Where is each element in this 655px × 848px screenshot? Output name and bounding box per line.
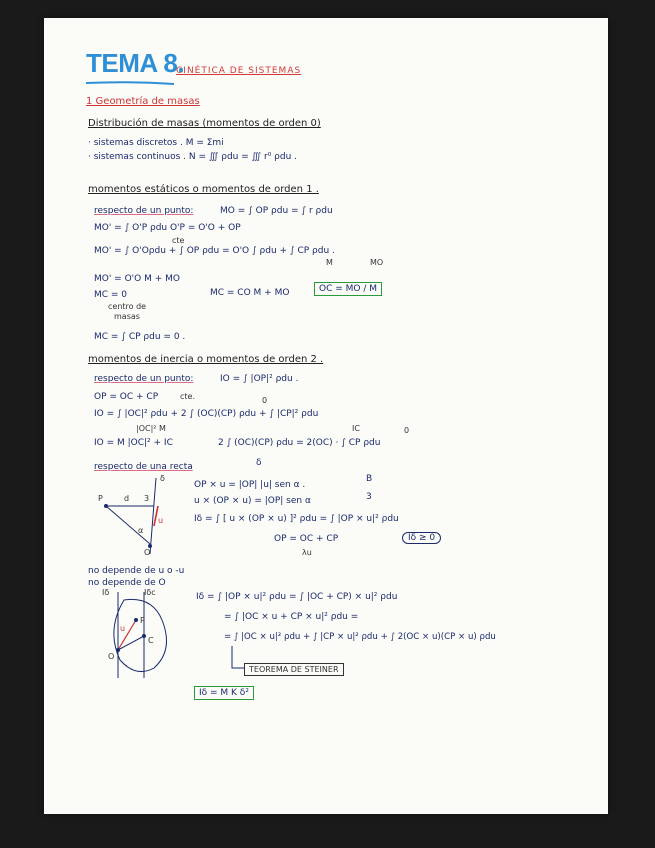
fig1-label-p: P [98, 494, 103, 503]
delta-symbol: δ [256, 458, 262, 468]
fig1-label-delta: δ [160, 474, 165, 483]
line-eq-2b: 3 [366, 492, 372, 502]
inertia-zero-1: 0 [262, 396, 268, 405]
static-eq-3: MO' = ∫ O'Oρdu + ∫ OP ρdu = O'O ∫ ρdu + ∫ CP ρdu . [94, 246, 335, 256]
static-eq-4: MO' = O'O M + MO [94, 274, 180, 284]
point-label: respecto de un punto: [94, 206, 194, 216]
final-formula-box: Iδ = M K δ² [194, 686, 254, 700]
section-heading: 1 Geometría de masas [86, 96, 200, 107]
static-moments-heading: momentos estáticos o momentos de orden 1 . [88, 184, 319, 195]
title-underline [86, 80, 176, 86]
inertia-eq-2: OP = OC + CP [94, 392, 159, 402]
inertia-zero-2: 0 [404, 426, 410, 435]
line-eq-1b: B [366, 474, 373, 484]
inertia-eq-4: IO = M |OC|² + IC [94, 438, 173, 448]
steiner-eq-3: = ∫ |OC × u|² ρdu + ∫ |CP × u|² ρdu + ∫ 2(OC × u)(CP × u) ρdu [224, 632, 496, 642]
static-eq-1: MO = ∫ OP ρdu = ∫ r ρdu [220, 206, 333, 216]
inertia-point-label: respecto de un punto: [94, 374, 194, 384]
line-label: respecto de una recta [94, 462, 193, 472]
fig1-label-d: d [124, 494, 130, 503]
steiner-eq-1: Iδ = ∫ |OP × u|² ρdu = ∫ |OC + CP) × u|² ρdu [196, 592, 398, 602]
fig2-label-idc: Iδc [144, 588, 156, 597]
fig1-label-3: 3 [144, 494, 150, 503]
discrete-systems: · sistemas discretos . M = Σmi [88, 138, 224, 148]
static-eq-2: MO' = ∫ O'P ρdu O'P = O'O + OP [94, 223, 241, 233]
notebook-page [44, 18, 608, 814]
line-figure [94, 476, 204, 556]
line-eq-4: OP = OC + CP [274, 534, 339, 544]
center-note-1: centro de [108, 302, 147, 311]
steiner-theorem-box: TEOREMA DE STEINER [244, 663, 344, 676]
static-under-m: M [326, 258, 333, 267]
inertia-nonnegative-oval: Iδ ≥ 0 [402, 532, 441, 544]
inertia-eq-3: IO = ∫ |OC|² ρdu + 2 ∫ (OC)(CP) ρdu + ∫ |CP|² ρdu [94, 409, 319, 419]
fig2-label-o: O [108, 652, 115, 661]
line-eq-4-note: λu [302, 548, 312, 557]
static-eq-5: MC = 0 [94, 290, 128, 300]
boxed-center-formula: OC = MO / M [314, 282, 382, 296]
static-eq-7: MC = ∫ CP ρdu = 0 . [94, 332, 186, 342]
distribution-heading: Distribución de masas (momentos de orden 0) [88, 118, 321, 129]
inertia-under-m: |OC|² M [136, 424, 166, 433]
independence-note-2: no depende de O [88, 578, 166, 588]
inertia-eq-1: IO = ∫ |OP|² ρdu . [220, 374, 299, 384]
fig1-label-o: O [144, 548, 151, 557]
center-note-2: masas [114, 312, 140, 321]
independence-note-1: no depende de u o -u [88, 566, 185, 576]
steiner-eq-2: = ∫ |OC × u + CP × u|² ρdu = [224, 612, 359, 622]
fig2-label-id: Iδ [102, 588, 110, 597]
static-cte-note: cte [172, 236, 185, 245]
line-eq-2: u × (OP × u) = |OP| sen α [194, 496, 311, 506]
page-title: TEMA 8. [86, 48, 185, 78]
inertia-eq-4b: 2 ∫ (OC)(CP) ρdu = 2(OC) · ∫ CP ρdu [218, 438, 381, 448]
steiner-figure [96, 590, 196, 680]
line-eq-3: Iδ = ∫ [ u × (OP × u) ]² ρdu = ∫ |OP × u|² ρdu [194, 514, 399, 524]
static-eq-6: MC = CO M + MO [210, 288, 290, 298]
page-subtitle: CINÉTICA DE SISTEMAS [176, 66, 302, 76]
fig2-label-u: u [120, 624, 126, 633]
inertia-heading: momentos de inercia o momentos de orden 2 . [88, 354, 324, 365]
fig1-label-u: u [158, 516, 164, 525]
steiner-arrow [196, 644, 246, 674]
continuous-systems: · sistemas continuos . N = ∭ ρdu = ∭ r⁰ ρdu . [88, 152, 298, 162]
inertia-cte-note: cte. [180, 392, 195, 401]
fig1-label-alpha: α [138, 526, 144, 535]
inertia-under-ic: IC [352, 424, 360, 433]
fig2-label-c: C [148, 636, 154, 645]
line-eq-1: OP × u = |OP| |u| sen α . [194, 480, 306, 490]
static-under-mo: MO [370, 258, 384, 267]
fig2-label-p: P [140, 616, 145, 625]
